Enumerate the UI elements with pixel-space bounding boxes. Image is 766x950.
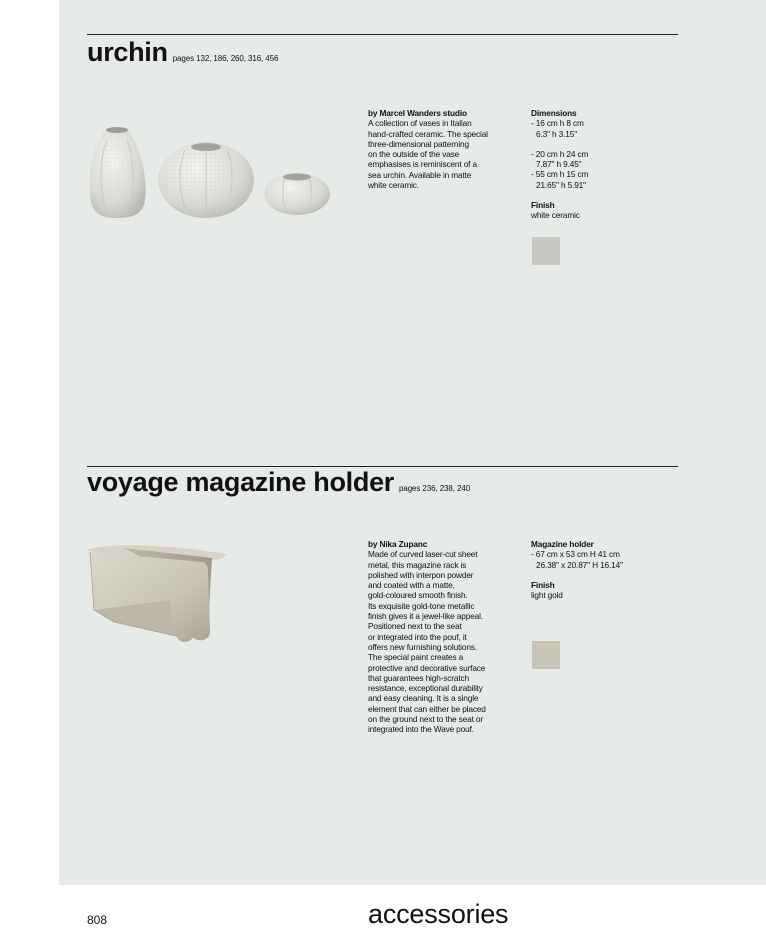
description-line: hand-crafted ceramic. The special: [368, 128, 488, 139]
voyage-title: voyage magazine holder: [87, 467, 394, 497]
section-rule: [87, 34, 678, 35]
description-line: and coated with a matte,: [368, 580, 455, 591]
urchin-title: urchin: [87, 37, 168, 67]
holder-label: Magazine holder: [531, 539, 594, 549]
dimension-value: - 16 cm h 8 cm: [531, 118, 584, 129]
holder-imperial: 26.38" x 20.87" H 16.14": [536, 559, 623, 570]
voyage-holder-image: [84, 540, 232, 648]
voyage-designer: by Nika Zupanc: [368, 539, 428, 549]
holder-dimensions: - 67 cm x 53 cm H 41 cm: [531, 549, 620, 560]
finish-label: Finish: [531, 579, 555, 590]
description-line: Made of curved laser-cut sheet: [368, 549, 478, 560]
voyage-specs-column: [531, 539, 623, 600]
voyage-finish-swatch: [532, 641, 560, 669]
description-line: metal, this magazine rack is: [368, 559, 467, 570]
description-line: emphasises is reminiscent of a: [368, 159, 477, 170]
description-line: integrated into the Wave pouf.: [368, 724, 474, 735]
description-line: on the outside of the vase: [368, 149, 460, 160]
description-line: or integrated into the pouf, it: [368, 631, 467, 642]
description-line: Its exquisite gold-tone metallic: [368, 600, 475, 611]
description-line: sea urchin. Available in matte: [368, 169, 472, 180]
finish-value: white ceramic: [531, 210, 580, 221]
urchin-pages: pages 132, 186, 260, 316, 456: [172, 54, 279, 63]
description-line: offers new furnishing solutions.: [368, 641, 477, 652]
description-line: resistance, exceptional durability: [368, 683, 483, 694]
dimension-value: - 55 cm h 15 cm: [531, 169, 589, 180]
description-line: on the ground next to the seat or: [368, 714, 483, 725]
urchin-title-row: [87, 37, 278, 68]
description-line: A collection of vases in Italian: [368, 118, 472, 129]
description-line: Positioned next to the seat: [368, 621, 462, 632]
description-line: and easy cleaning. It is a single: [368, 693, 479, 704]
voyage-pages: pages 236, 238, 240: [399, 484, 471, 493]
finish-value: light gold: [531, 590, 563, 601]
dimension-imperial: 7.87" h 9.45": [536, 159, 582, 170]
description-line: three-dimensional patterning: [368, 138, 469, 149]
page-number: 808: [87, 913, 108, 927]
dimensions-label: Dimensions: [531, 108, 577, 118]
description-line: gold-coloured smooth finish.: [368, 590, 468, 601]
urchin-designer: by Marcel Wanders studio: [368, 108, 467, 118]
description-line: element that can either be placed: [368, 703, 486, 714]
description-line: protective and decorative surface: [368, 662, 486, 673]
finish-label: Finish: [531, 200, 555, 211]
description-line: white ceramic.: [368, 180, 419, 191]
urchin-description-column: [368, 108, 488, 190]
urchin-finish-swatch: [532, 237, 560, 265]
dimension-value: - 20 cm h 24 cm: [531, 148, 589, 159]
dimension-imperial: 6.3" h 3.15": [536, 128, 577, 139]
description-line: that guarantees high-scratch: [368, 672, 469, 683]
dimension-imperial: 21.65" h 5.91": [536, 179, 586, 190]
voyage-description-column: [368, 539, 486, 735]
urchin-section: [87, 34, 678, 434]
voyage-title-row: [87, 467, 470, 498]
description-line: polished with interpon powder: [368, 569, 474, 580]
description-line: finish gives it a jewel-like appeal.: [368, 611, 483, 622]
urchin-specs-column: [531, 108, 588, 221]
category-title: accessories: [368, 899, 509, 929]
urchin-vases-image: [85, 120, 335, 224]
description-line: The special paint creates a: [368, 652, 464, 663]
